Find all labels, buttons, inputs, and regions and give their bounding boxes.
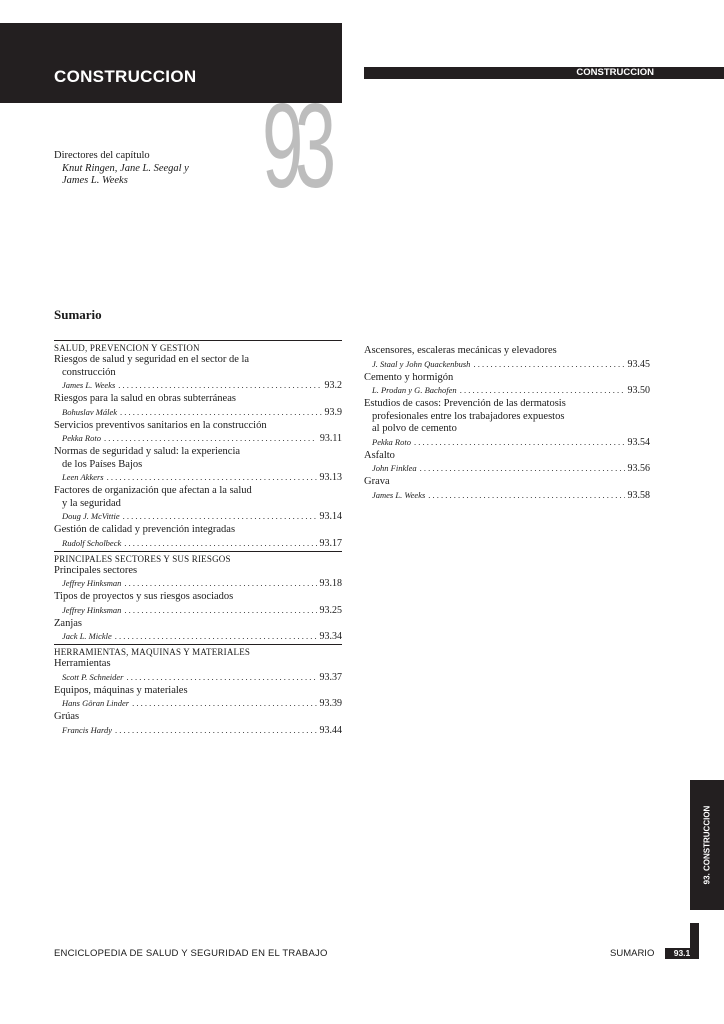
toc-entry[interactable] <box>364 450 650 475</box>
entry-title: Gestión de calidad y prevención integradas <box>54 524 236 535</box>
running-head: CONSTRUCCION <box>576 67 654 78</box>
entry-author: Bohuslav Málek <box>62 406 117 417</box>
toc-entry[interactable] <box>364 345 650 370</box>
toc-entry[interactable] <box>54 393 342 418</box>
leader-dots <box>120 407 322 418</box>
entry-title: Grúas <box>54 711 80 722</box>
entry-page: 93.17 <box>319 537 342 549</box>
entry-author: Hans Göran Linder <box>62 698 130 708</box>
leader-dots <box>124 578 316 589</box>
entry-page: 93.56 <box>627 463 650 474</box>
entry-author-line <box>364 385 650 396</box>
entry-author-line <box>54 725 342 736</box>
entry-author-line <box>364 437 650 448</box>
toc-entry[interactable] <box>54 658 342 683</box>
leader-dots <box>104 433 317 444</box>
toc-entry[interactable] <box>54 711 342 736</box>
entry-title: Grava <box>364 476 390 487</box>
directors-label: Directores del capítulo <box>54 150 150 161</box>
contents-heading: Sumario <box>54 307 102 322</box>
entry-page: 93.54 <box>627 436 650 448</box>
entry-title: Riesgos de salud y seguridad en el sector de la construcción <box>54 354 250 378</box>
leader-dots <box>115 725 317 736</box>
entry-author: L. Prodan y G. Bachofen <box>372 385 457 395</box>
entry-author-line <box>364 359 650 370</box>
leader-dots <box>107 472 317 483</box>
entry-page: 93.9 <box>324 406 342 418</box>
entry-author: Scott P. Schneider <box>62 671 124 682</box>
toc-entry[interactable] <box>364 398 650 448</box>
entry-title: Factores de organización que afectan a la salud y la seguridad <box>54 485 252 509</box>
toc-entry[interactable] <box>54 618 342 643</box>
entry-author-line <box>54 631 342 642</box>
footer-publication: ENCICLOPEDIA DE SALUD Y SEGURIDAD EN EL TRABAJO <box>54 948 328 959</box>
directors-names-line2: James L. Weeks <box>62 175 128 186</box>
footer-page-number: 93.1 <box>665 948 699 959</box>
toc-entry[interactable] <box>54 524 342 549</box>
entry-page: 93.14 <box>319 511 342 522</box>
entry-page: 93.37 <box>319 671 342 683</box>
section-heading: SALUD, PREVENCION Y GESTION <box>54 340 342 354</box>
entry-page: 93.58 <box>627 489 650 501</box>
entry-page: 93.25 <box>319 604 342 616</box>
section-heading: PRINCIPALES SECTORES Y SUS RIESGOS <box>54 551 342 565</box>
entry-author-line <box>54 578 342 589</box>
entry-title: Zanjas <box>54 617 82 629</box>
chapter-title: CONSTRUCCION <box>54 67 197 86</box>
entry-author: James L. Weeks <box>62 380 116 390</box>
leader-dots <box>473 359 624 370</box>
entry-author: Jeffrey Hinksman <box>62 604 122 615</box>
toc-entry[interactable] <box>54 420 342 445</box>
entry-author: Pekka Roto <box>62 433 101 443</box>
side-tab-label: 93. CONSTRUCCION <box>702 805 712 885</box>
toc-entry[interactable] <box>54 685 342 710</box>
entry-title: Servicios preventivos sanitarios en la construcción <box>54 419 267 431</box>
chapter-number: 93 <box>262 79 328 213</box>
entry-page: 93.2 <box>324 380 342 391</box>
entry-author: John Finklea <box>372 463 417 473</box>
leader-dots <box>420 463 625 474</box>
footer-section: SUMARIO <box>610 948 655 959</box>
entry-author-line <box>364 490 650 501</box>
entry-author-line <box>54 433 342 444</box>
leader-dots <box>414 437 625 448</box>
entry-title: Tipos de proyectos y sus riesgos asociados <box>54 591 234 602</box>
entry-author-line <box>54 472 342 483</box>
entry-title: Ascensores, escaleras mecánicas y elevadores <box>364 345 557 356</box>
entry-page: 93.34 <box>319 631 342 642</box>
toc-entry[interactable] <box>364 476 650 501</box>
entry-author: J. Staal y John Quackenbush <box>372 358 471 369</box>
contents-right-column <box>364 345 650 503</box>
entry-page: 93.50 <box>627 385 650 396</box>
entry-author: Pekka Roto <box>372 436 411 447</box>
entry-author-line <box>54 605 342 616</box>
entry-page: 93.44 <box>319 724 342 736</box>
entry-author: Francis Hardy <box>62 724 112 735</box>
entry-title: Riesgos para la salud en obras subterráneas <box>54 393 236 404</box>
entry-title: Cemento y hormigón <box>364 371 454 383</box>
entry-author-line <box>364 463 650 474</box>
leader-dots <box>428 490 624 501</box>
toc-entry[interactable] <box>54 446 342 483</box>
entry-author-line <box>54 407 342 418</box>
leader-dots <box>126 672 316 683</box>
entry-page: 93.11 <box>319 433 342 444</box>
entry-title: Herramientas <box>54 658 111 669</box>
chapter-side-tab <box>690 780 724 910</box>
running-head-bar <box>364 67 724 79</box>
toc-entry[interactable] <box>54 485 342 522</box>
entry-title: Asfalto <box>364 449 395 461</box>
section-heading: HERRAMIENTAS, MAQUINAS Y MATERIALES <box>54 644 342 658</box>
directors-names-line1: Knut Ringen, Jane L. Seegal y <box>62 162 189 174</box>
entry-title: Equipos, máquinas y materiales <box>54 684 188 696</box>
entry-author: James L. Weeks <box>372 489 426 500</box>
leader-dots <box>115 631 317 642</box>
entry-page: 93.39 <box>319 698 342 709</box>
contents-left-column <box>54 340 342 738</box>
toc-entry[interactable] <box>54 565 342 590</box>
entry-author-line <box>54 380 342 391</box>
entry-page: 93.45 <box>627 358 650 370</box>
entry-page: 93.18 <box>319 578 342 589</box>
entry-title: Estudios de casos: Prevención de las dermatosis profesionales entre los trabajadores expuestos al polvo de cemento <box>364 398 566 434</box>
leader-dots <box>123 511 317 522</box>
toc-entry[interactable] <box>54 354 342 391</box>
entry-author-line <box>54 672 342 683</box>
chapter-directors <box>54 150 189 188</box>
leader-dots <box>118 380 321 391</box>
leader-dots <box>460 385 625 396</box>
entry-page: 93.13 <box>319 472 342 483</box>
entry-author: Rudolf Scholbeck <box>62 537 122 548</box>
leader-dots <box>132 698 316 709</box>
entry-author-line <box>54 511 342 522</box>
leader-dots <box>124 605 316 616</box>
leader-dots <box>124 538 316 549</box>
entry-author: Doug J. McVittie <box>62 511 120 521</box>
toc-entry[interactable] <box>364 372 650 397</box>
entry-author-line <box>54 698 342 709</box>
entry-title: Principales sectores <box>54 564 138 576</box>
entry-author-line <box>54 538 342 549</box>
entry-title: Normas de seguridad y salud: la experiencia de los Países Bajos <box>54 446 241 470</box>
entry-author: Jack L. Mickle <box>62 631 112 641</box>
entry-author: Leen Akkers <box>62 472 104 482</box>
entry-author: Jeffrey Hinksman <box>62 578 122 588</box>
toc-entry[interactable] <box>54 591 342 616</box>
